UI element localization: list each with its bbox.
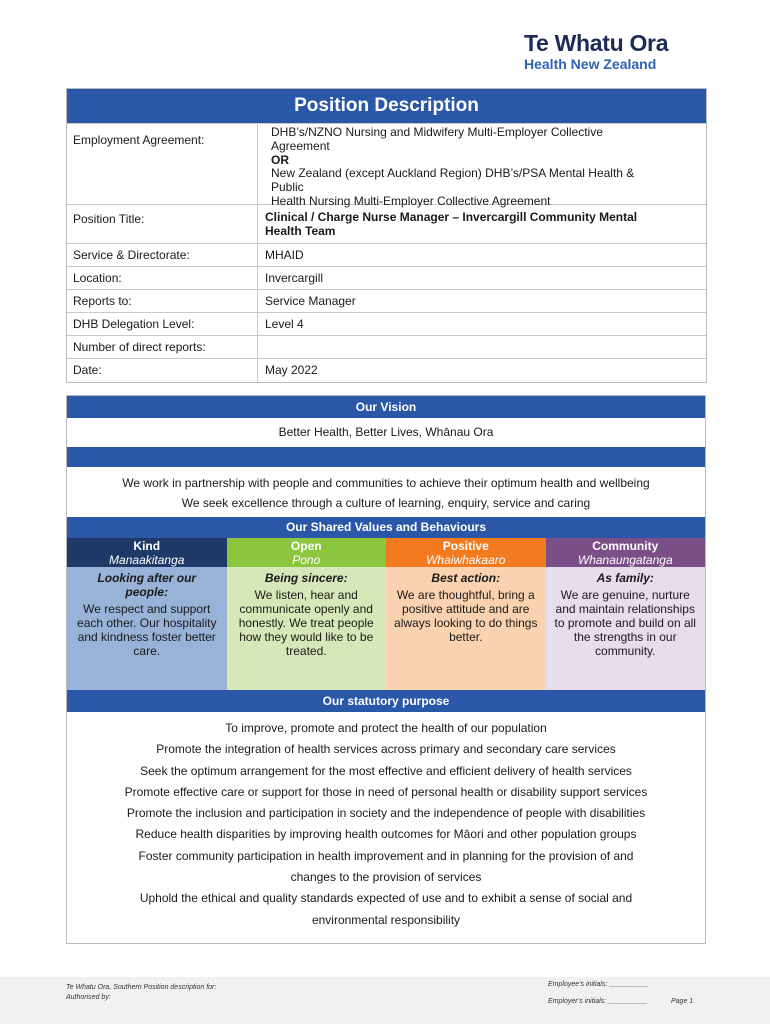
value-tagline: As family: (596, 571, 654, 585)
row-label: Number of direct reports: (67, 336, 258, 358)
value-body (386, 567, 546, 690)
vision-divider-bar (67, 447, 705, 467)
value-tagline: Best action: (431, 571, 501, 585)
page-footer (0, 977, 770, 1024)
row-value (258, 336, 706, 358)
row-position-title (67, 204, 706, 243)
row-label: DHB Delegation Level: (67, 313, 258, 335)
purpose-line: Uphold the ethical and quality standards expected of use and to exhibit a sense of social and (139, 891, 633, 906)
footer-employee-initials: Employee’s initials: __________ (548, 981, 649, 988)
footer-left (66, 983, 216, 1003)
row-label: Employment Agreement: (67, 124, 258, 204)
value-name: Kind (133, 539, 161, 553)
values-heading: Our Shared Values and Behaviours (67, 517, 705, 538)
purpose-line: Promote the inclusion and participation in society and the independence of people with disabilities (126, 806, 646, 821)
value-name: Community (592, 539, 659, 553)
agreement-line: OR (271, 152, 289, 167)
mission-statement (67, 467, 705, 517)
purpose-heading: Our statutory purpose (67, 690, 705, 712)
purpose-line: environmental responsibility (311, 912, 461, 927)
value-maori-name: Manaakitanga (109, 553, 185, 567)
footer-page-number: Page 1 (671, 998, 694, 1005)
value-description: We respect and support each other. Our hospitality and kindness foster better care. (77, 602, 217, 658)
logo-subtitle: Health New Zealand (524, 56, 657, 72)
agreement-line: Agreement (271, 138, 330, 153)
agreement-line: New Zealand (except Auckland Region) DHB’s/PSA Mental Health & (271, 166, 635, 181)
value-maori-name: Whaiwhakaaro (426, 553, 506, 567)
purpose-line: Reduce health disparities by improving health outcomes for Māori and other population groups (135, 827, 637, 842)
value-tagline: Looking after our people: (97, 571, 197, 599)
purpose-line: To improve, promote and protect the health of our population (225, 721, 547, 735)
position-description-table (66, 88, 707, 383)
footer-position-description: Te Whatu Ora, Southern Position description for: (66, 984, 217, 991)
row-direct-reports (67, 335, 706, 358)
row-value (258, 124, 706, 208)
value-header (67, 538, 227, 567)
purpose-line: changes to the provision of services (290, 870, 482, 885)
purpose-line: Promote effective care or support for those in need of personal health or disability support services (124, 784, 648, 799)
row-value: May 2022 (265, 363, 318, 377)
value-maori-name: Pono (292, 553, 321, 567)
purpose-line: Promote the integration of health services across primary and secondary care services (156, 742, 616, 757)
value-header (546, 538, 706, 567)
agreement-line: DHB’s/NZNO Nursing and Midwifery Multi-Employer Collective (271, 125, 603, 139)
mission-line: We work in partnership with people and communities to achieve their optimum health and wellbeing (122, 476, 650, 490)
row-date (67, 358, 706, 382)
purpose-list (67, 712, 705, 943)
value-maori-name: Whanaungatanga (577, 553, 673, 567)
value-description: We are genuine, nurture and maintain relationships to promote and build on all the strengths in our community. (554, 588, 696, 658)
position-description-title: Position Description (67, 89, 706, 123)
value-name: Positive (442, 539, 489, 553)
row-reports-to (67, 289, 706, 312)
agreement-line: Public (271, 180, 304, 195)
logo-name: Te Whatu Ora (524, 30, 669, 56)
value-body (67, 567, 227, 690)
value-open (227, 538, 387, 690)
purpose-line: Seek the optimum arrangement for the most effective and efficient delivery of health services (140, 763, 632, 778)
mission-line: We seek excellence through a culture of learning, enquiry, service and caring (181, 496, 591, 510)
value-community (546, 538, 706, 690)
logo (524, 30, 724, 72)
value-tagline: Being sincere: (264, 571, 348, 585)
row-label: Reports to: (67, 290, 258, 312)
vision-values-block (66, 395, 706, 944)
row-label: Location: (67, 267, 258, 289)
row-value: Level 4 (265, 317, 304, 331)
row-label: Service & Directorate: (67, 244, 258, 266)
value-body (546, 567, 706, 690)
footer-authorised-by: Authorised by: (66, 994, 111, 1001)
row-value: MHAID (265, 248, 304, 262)
value-body (227, 567, 387, 690)
row-label: Position Title: (67, 205, 258, 243)
row-value: Service Manager (265, 294, 356, 308)
value-name: Open (290, 539, 322, 553)
purpose-line: Foster community participation in health improvement and in planning for the provision of and (138, 848, 634, 863)
row-delegation-level (67, 312, 706, 335)
value-description: We are thoughtful, bring a positive attitude and are always looking to do things better. (394, 588, 538, 644)
footer-employer-initials: Employer’s initials: __________ (548, 998, 647, 1005)
value-header (386, 538, 546, 567)
vision-heading: Our Vision (67, 396, 705, 418)
vision-text: Better Health, Better Lives, Whānau Ora (278, 425, 494, 439)
value-positive (386, 538, 546, 690)
value-header (227, 538, 387, 567)
row-location (67, 266, 706, 289)
row-value: Clinical / Charge Nurse Manager – Invercargill Community Mental Health Team (265, 210, 638, 238)
row-label: Date: (67, 359, 258, 382)
values-grid (67, 538, 705, 690)
agreement-line: Health Nursing Multi-Employer Collective Agreement (271, 193, 551, 208)
value-kind (67, 538, 227, 690)
row-value: Invercargill (265, 271, 324, 285)
row-service-directorate (67, 243, 706, 266)
value-description: We listen, hear and communicate openly and honestly. We treat people how they would like to be treated. (238, 588, 374, 658)
row-employment-agreement (67, 123, 706, 208)
